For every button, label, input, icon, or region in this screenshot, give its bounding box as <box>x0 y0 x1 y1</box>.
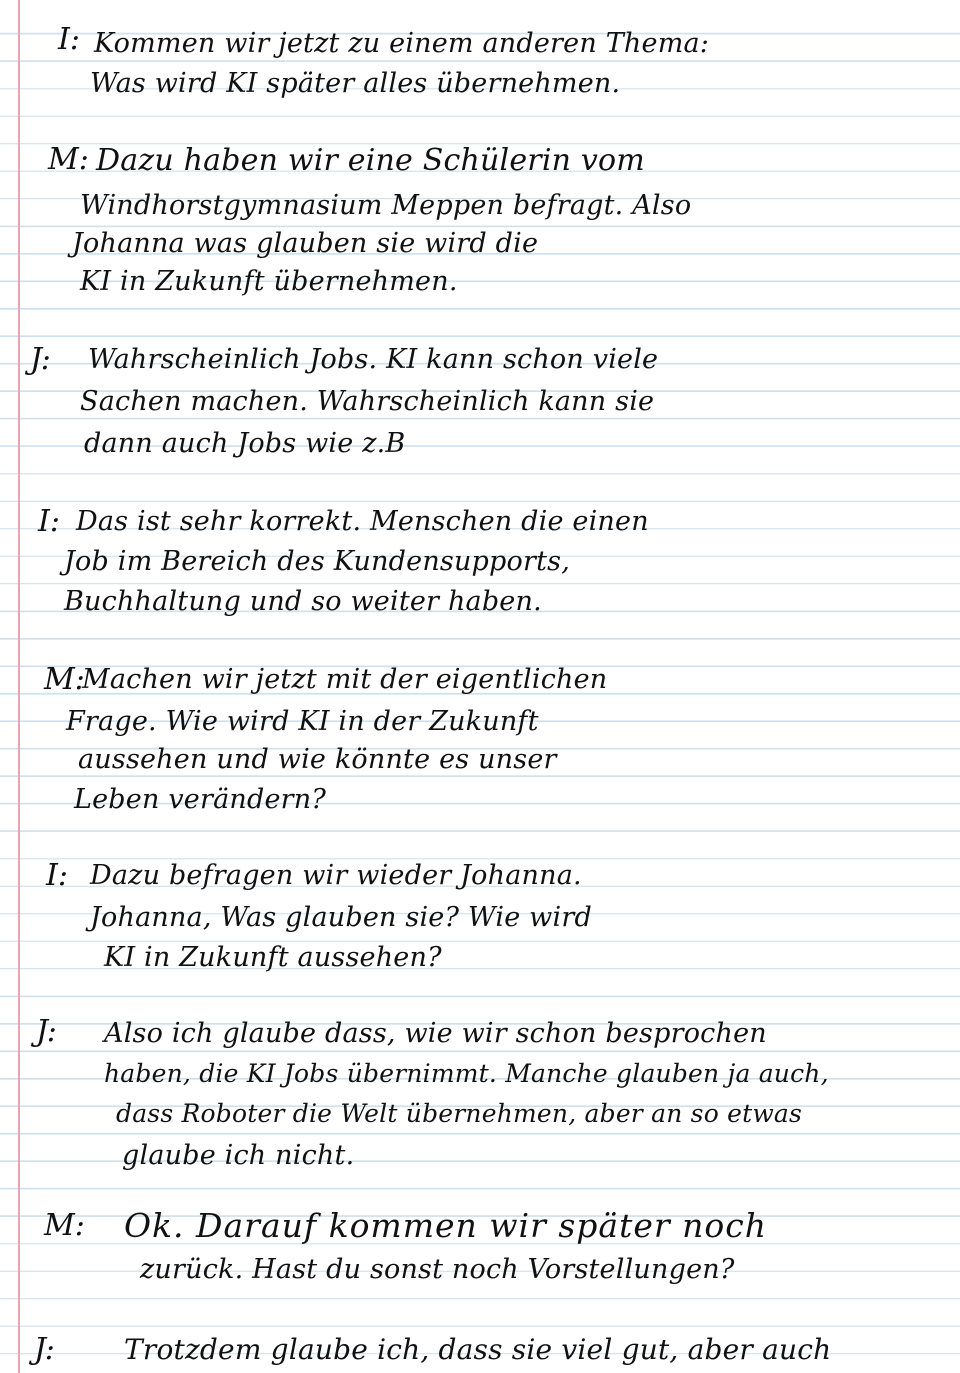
text-line: Dazu befragen wir wieder Johanna. <box>90 860 582 891</box>
text-line: Das ist sehr korrekt. Menschen die einen <box>76 506 649 537</box>
text-line: Kommen wir jetzt zu einem anderen Thema: <box>94 28 710 59</box>
text-line: Also ich glaube dass, wie wir schon besprochen <box>104 1018 767 1049</box>
text-line: Leben verändern? <box>74 784 327 815</box>
text-line: Job im Bereich des Kundensupports, <box>64 546 570 577</box>
text-line: Ok. Darauf kommen wir später noch <box>124 1206 768 1245</box>
speaker-label: J: <box>30 342 51 377</box>
speaker-label: M: <box>44 1208 85 1243</box>
text-line: KI in Zukunft übernehmen. <box>80 266 458 297</box>
text-line: Wahrscheinlich Jobs. KI kann schon viele <box>88 344 659 375</box>
text-line: Trotzdem glaube ich, dass sie viel gut, aber auch <box>124 1333 832 1366</box>
text-line: Machen wir jetzt mit der eigentlichen <box>82 664 608 695</box>
text-line: Sachen machen. Wahrscheinlich kann sie <box>80 386 655 417</box>
text-line: zurück. Hast du sonst noch Vorstellungen? <box>140 1254 735 1285</box>
text-line: Windhorstgymnasium Meppen befragt. Also <box>80 190 692 221</box>
text-line: haben, die KI Jobs übernimmt. Manche glauben ja auch, <box>104 1059 829 1088</box>
speaker-label: J: <box>36 1014 57 1049</box>
text-line: aussehen und wie könnte es unser <box>78 744 557 775</box>
text-line: glaube ich nicht. <box>122 1140 355 1171</box>
text-line: Was wird KI später alles übernehmen. <box>90 68 621 99</box>
speaker-label: I: <box>58 22 80 57</box>
text-line: Dazu haben wir eine Schülerin vom <box>96 143 645 178</box>
text-line: dann auch Jobs wie z.B <box>84 428 406 459</box>
speaker-label: I: <box>38 504 60 539</box>
text-line: Frage. Wie wird KI in der Zukunft <box>66 706 539 737</box>
text-line: Johanna was glauben sie wird die <box>72 228 539 259</box>
speaker-label: M: <box>48 142 89 177</box>
text-line: KI in Zukunft aussehen? <box>104 942 442 973</box>
text-line: Buchhaltung und so weiter haben. <box>64 586 542 617</box>
text-line: dass Roboter die Welt übernehmen, aber an so etwas <box>116 1099 803 1128</box>
speaker-label: M: <box>44 662 85 697</box>
speaker-label: J: <box>34 1332 55 1367</box>
text-line: Johanna, Was glauben sie? Wie wird <box>90 902 592 933</box>
speaker-label: I: <box>46 858 68 893</box>
